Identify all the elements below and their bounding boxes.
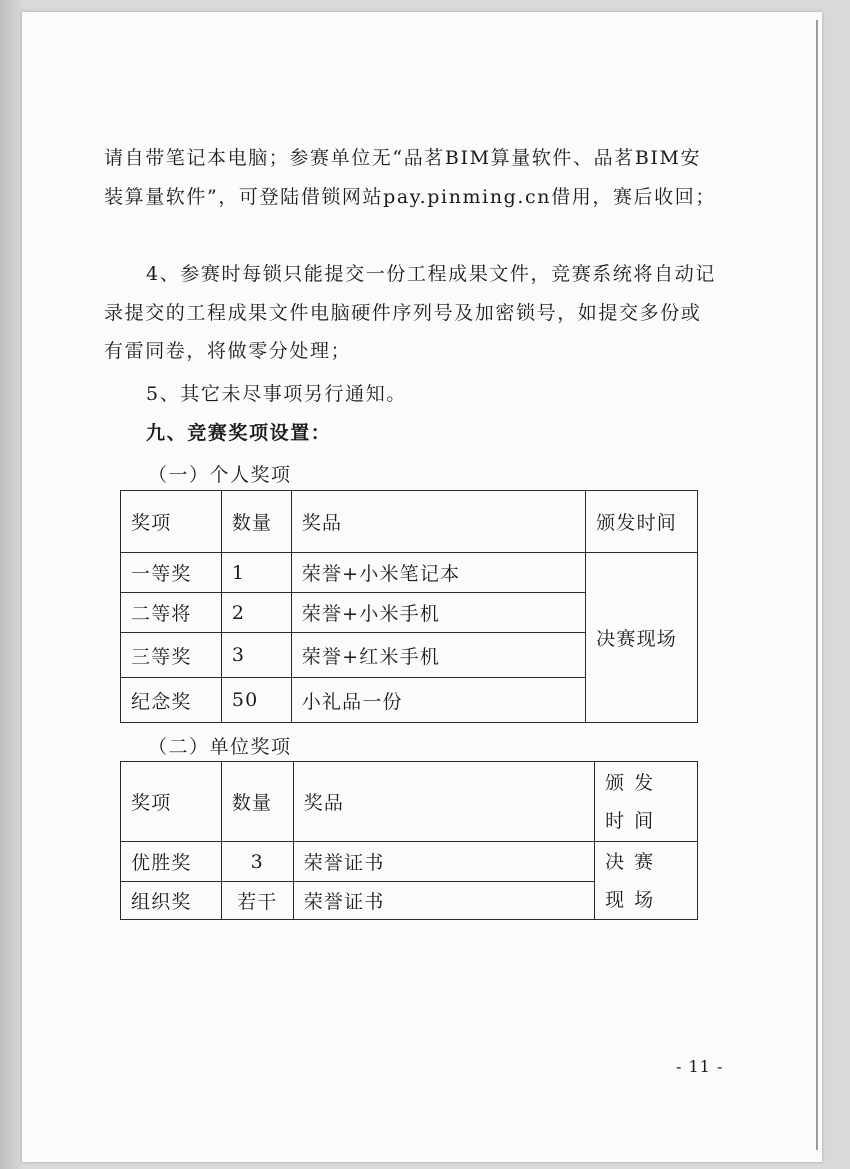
page-number: - 11 - (676, 1057, 724, 1076)
table-row (121, 553, 698, 593)
header-quantity: 数量 (221, 762, 293, 842)
award-prize: 荣誉+小米笔记本 (291, 553, 585, 593)
scan-border-line (816, 20, 818, 1150)
header-award: 奖项 (121, 491, 222, 553)
award-name: 一等奖 (121, 553, 222, 593)
paragraph-laptop-note: 请自带笔记本电脑；参赛单位无“品茗BIM算量软件、品茗BIM安装算量软件”，可登陆借锁网站pay.pinming.cn借用，赛后收回； (104, 147, 716, 208)
section-heading-awards: 九、竞赛奖项设置： (146, 422, 332, 444)
header-time: 颁发时间 (595, 762, 698, 842)
header-prize: 奖品 (291, 491, 585, 553)
table-header-row (121, 491, 698, 553)
award-name: 三等奖 (121, 633, 222, 678)
award-quantity: 3 (221, 842, 293, 882)
individual-awards-table (120, 490, 698, 723)
award-time: 决赛现场 (586, 553, 698, 723)
header-prize: 奖品 (293, 762, 594, 842)
award-quantity: 1 (221, 553, 291, 593)
award-prize: 小礼品一份 (291, 678, 585, 723)
award-prize: 荣誉+小米手机 (291, 593, 585, 633)
award-prize: 荣誉证书 (293, 842, 594, 882)
header-quantity: 数量 (221, 491, 291, 553)
award-quantity: 3 (221, 633, 291, 678)
award-name: 纪念奖 (121, 678, 222, 723)
award-name: 优胜奖 (121, 842, 222, 882)
individual-awards-title: （一）个人奖项 (148, 464, 292, 486)
award-quantity: 2 (221, 593, 291, 633)
award-quantity: 50 (221, 678, 291, 723)
award-quantity: 若干 (221, 882, 293, 920)
unit-awards-title: （二）单位奖项 (148, 736, 292, 758)
header-award: 奖项 (121, 762, 222, 842)
header-time: 颁发时间 (586, 491, 698, 553)
table-header-row (121, 762, 698, 842)
scan-edge (0, 0, 22, 1169)
award-prize: 荣誉+红米手机 (291, 633, 585, 678)
award-name: 二等将 (121, 593, 222, 633)
award-time: 决赛现场 (595, 842, 698, 920)
paragraph-submission-rule: 4、参赛时每锁只能提交一份工程成果文件，竞赛系统将自动记录提交的工程成果文件电脑硬件序列号及加密锁号，如提交多份或有雷同卷，将做零分处理； (104, 263, 716, 362)
award-prize: 荣誉证书 (293, 882, 594, 920)
paragraph-other-matters: 5、其它未尽事项另行通知。 (146, 383, 407, 405)
award-name: 组织奖 (121, 882, 222, 920)
unit-awards-table (120, 761, 698, 920)
table-row (121, 842, 698, 882)
